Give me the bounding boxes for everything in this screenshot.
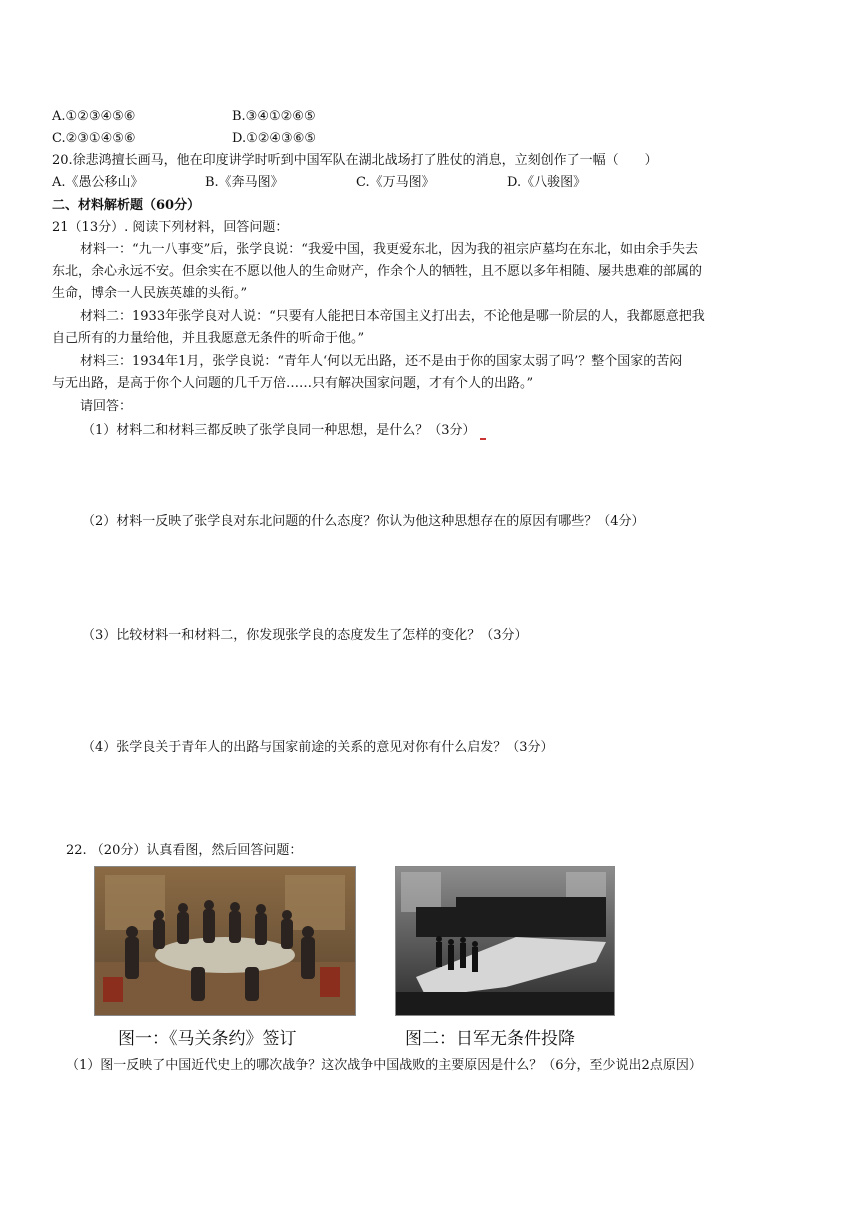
section-heading: 二、材料解析题（60分） <box>52 198 201 213</box>
q20-option-c: C.《万马图》 <box>356 175 435 190</box>
material-1-line-3: 生命，博余一人民族英雄的头衔。” <box>52 286 248 301</box>
q22-sub-1: （1）图一反映了中国近代史上的哪次战争？这次战争中国战败的主要原因是什么？（6分，至少说出2点原因） <box>66 1058 702 1073</box>
q21-sub-1-text: （1）材料二和材料三都反映了张学良同一种思想，是什么？（3分） <box>82 423 476 438</box>
material-2-line-1: 材料二：1933年张学良对人说：“只要有人能把日本帝国主义打出去，不论他是哪一阶层的人，我都愿意把我 <box>80 309 705 324</box>
material-2-line-2: 自己所有的力量给他，并且我愿意无条件的听命于他。” <box>52 331 365 346</box>
material-1-line-2: 东北，余心永远不安。但余实在不愿以他人的生命财产，作余个人的牺牲，且不愿以多年相随、屡共患难的部属的 <box>52 264 703 279</box>
material-3-line-2: 与无出路，是高于你个人问题的几千万倍……只有解决国家问题，才有个人的出路。” <box>52 376 534 391</box>
option-a-q19: A.①②③④⑤⑥ <box>52 109 136 124</box>
q20-option-b: B.《奔马图》 <box>205 175 284 190</box>
figure-1-image <box>94 866 356 1016</box>
q21-heading: 21（13分）. 阅读下列材料，回答问题： <box>52 220 289 235</box>
q21-sub-2: （2）材料一反映了张学良对东北问题的什么态度？你认为他这种思想存在的原因有哪些？（4分） <box>82 514 645 529</box>
q21-sub-3: （3）比较材料一和材料二，你发现张学良的态度发生了怎样的变化？（3分） <box>82 628 528 643</box>
red-mark <box>480 438 486 440</box>
answer-prompt: 请回答： <box>80 399 133 414</box>
q21-sub-4: （4）张学良关于青年人的出路与国家前途的关系的意见对你有什么启发？（3分） <box>82 740 554 755</box>
q20-option-a: A.《愚公移山》 <box>52 175 144 190</box>
q21-sub-1 <box>82 422 486 440</box>
figure-1-illustration <box>95 867 355 1015</box>
option-b-q19: B.③④①②⑥⑤ <box>232 109 316 124</box>
figure-2-illustration <box>396 867 614 1015</box>
figure-2-caption: 图二：日军无条件投降 <box>405 1029 575 1049</box>
material-1-line-1: 材料一：“九一八事变”后，张学良说：“我爱中国，我更爱东北，因为我的祖宗庐墓均在东北，如由余手失去 <box>80 242 698 257</box>
option-d-q19: D.①②④③⑥⑤ <box>232 131 317 146</box>
option-c-q19: C.②③①④⑤⑥ <box>52 131 136 146</box>
material-3-line-1: 材料三：1934年1月，张学良说：“青年人‘何以无出路，还不是由于你的国家太弱了吗’？整个国家的苦闷 <box>80 354 683 369</box>
q20-option-d: D.《八骏图》 <box>507 175 587 190</box>
q22-heading: 22. （20分）认真看图，然后回答问题： <box>66 843 303 858</box>
figure-2-image <box>395 866 615 1016</box>
q20-stem: 20.徐悲鸿擅长画马，他在印度讲学时听到中国军队在湖北战场打了胜仗的消息，立刻创作了一幅（ ） <box>52 153 658 168</box>
figure-1-caption: 图一：《马关条约》签订 <box>118 1029 297 1049</box>
